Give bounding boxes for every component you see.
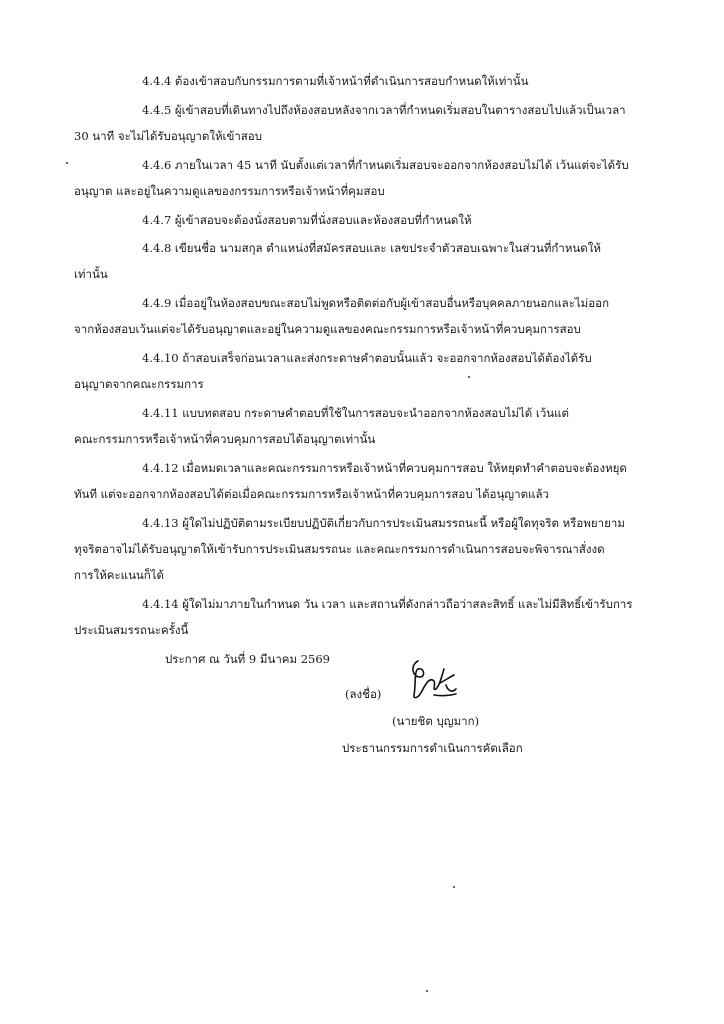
clause-4-4-11-line-1: 4.4.11 แบบทดสอบ กระดาษคำตอบที่ใช้ในการสอบจะนำออกจากห้องสอบไม่ได้ เว้นแต่ xyxy=(142,406,570,420)
clause-4-4-12-line-1: 4.4.12 เมื่อหมดเวลาและคณะกรรมการหรือเจ้าหน้าที่ควบคุมการสอบ ให้หยุดทำคำตอบจะต้องหยุด xyxy=(142,461,627,475)
clause-4-4-11-line-2: คณะกรรมการหรือเจ้าหน้าที่ควบคุมการสอบได้อนุญาตเท่านั้น xyxy=(74,432,376,446)
clause-4-4-8-line-2: เท่านั้น xyxy=(74,267,108,281)
clause-4-4-13-line-3: การให้คะแนนก็ได้ xyxy=(74,568,165,582)
clause-4-4-4-line-1: 4.4.4 ต้องเข้าสอบกับกรรมการตามที่เจ้าหน้าที่ดำเนินการสอบกำหนดให้เท่านั้น xyxy=(142,74,529,88)
sign-label: (ลงชื่อ) xyxy=(345,687,382,701)
scan-speck xyxy=(468,376,470,378)
clause-4-4-14-line-2: ประเมินสมรรถนะครั้งนี้ xyxy=(74,623,189,637)
scan-speck xyxy=(453,886,455,888)
signer-name: (นายชิต บุญมาก) xyxy=(392,714,480,728)
clause-4-4-8-line-1: 4.4.8 เขียนชื่อ นามสกุล ตำแหน่งที่สมัครสอบและ เลขประจำตัวสอบเฉพาะในส่วนที่กำหนดให้ xyxy=(142,241,601,255)
clause-4-4-5-line-1: 4.4.5 ผู้เข้าสอบที่เดินทางไปถึงห้องสอบหลังจากเวลาที่กำหนดเริ่มสอบในตารางสอบไปแล้วเป็นเวลา xyxy=(142,103,626,117)
announcement-date: ประกาศ ณ วันที่ 9 มีนาคม 2569 xyxy=(165,652,330,666)
signer-position: ประธานกรรมการดำเนินการคัดเลือก xyxy=(342,741,523,755)
clause-4-4-9-line-1: 4.4.9 เมื่ออยู่ในห้องสอบขณะสอบไม่พูดหรือติดต่อกับผู้เข้าสอบอื่นหรือบุคคลภายนอกและไม่ออก xyxy=(142,296,610,310)
clause-4-4-6-line-2: อนุญาต และอยู่ในความดูแลของกรรมการหรือเจ้าหน้าที่คุมสอบ xyxy=(74,184,385,198)
clause-4-4-12-line-2: ทันที แต่จะออกจากห้องสอบได้ต่อเมื่อคณะกรรมการหรือเจ้าหน้าที่ควบคุมการสอบ ได้อนุญาตแล้ว xyxy=(74,487,549,501)
scan-speck xyxy=(426,990,428,992)
clause-4-4-6-line-1: 4.4.6 ภายในเวลา 45 นาที นับตั้งแต่เวลาที่กำหนดเริ่มสอบจะออกจากห้องสอบไม่ได้ เว้นแต่จะได้รับ xyxy=(142,158,629,172)
handwritten-signature xyxy=(404,655,460,703)
clause-4-4-10-line-1: 4.4.10 ถ้าสอบเสร็จก่อนเวลาและส่งกระดาษคำตอบนั้นแล้ว จะออกจากห้องสอบได้ต้องได้รับ xyxy=(142,351,592,365)
clause-4-4-9-line-2: จากห้องสอบเว้นแต่จะได้รับอนุญาตและอยู่ในความดูแลของคณะกรรมการหรือเจ้าหน้าที่ควบคุมการสอบ xyxy=(74,322,581,336)
scan-speck xyxy=(66,162,68,164)
clause-4-4-7-line-1: 4.4.7 ผู้เข้าสอบจะต้องนั่งสอบตามที่นั่งสอบและห้องสอบที่กำหนดให้ xyxy=(142,213,472,227)
clause-4-4-14-line-1: 4.4.14 ผู้ใดไม่มาภายในกำหนด วัน เวลา และสถานที่ดังกล่าวถือว่าสละสิทธิ์ และไม่มีสิทธิ์เข้ารับการ xyxy=(142,597,633,611)
clause-4-4-5-line-2: 30 นาที จะไม่ได้รับอนุญาตให้เข้าสอบ xyxy=(74,129,263,143)
clause-4-4-10-line-2: อนุญาตจากคณะกรรมการ xyxy=(74,377,204,391)
clause-4-4-13-line-1: 4.4.13 ผู้ใดไม่ปฏิบัติตามระเบียบปฏิบัติเกี่ยวกับการประเมินสมรรถนะนี้ หรือผู้ใดทุจริต หรือพยายาม xyxy=(142,516,625,530)
clause-4-4-13-line-2: ทุจริตอาจไม่ได้รับอนุญาตให้เข้ารับการประเมินสมรรถนะ และคณะกรรมการดำเนินการสอบจะพิจารณาสั่งงด xyxy=(74,542,605,556)
